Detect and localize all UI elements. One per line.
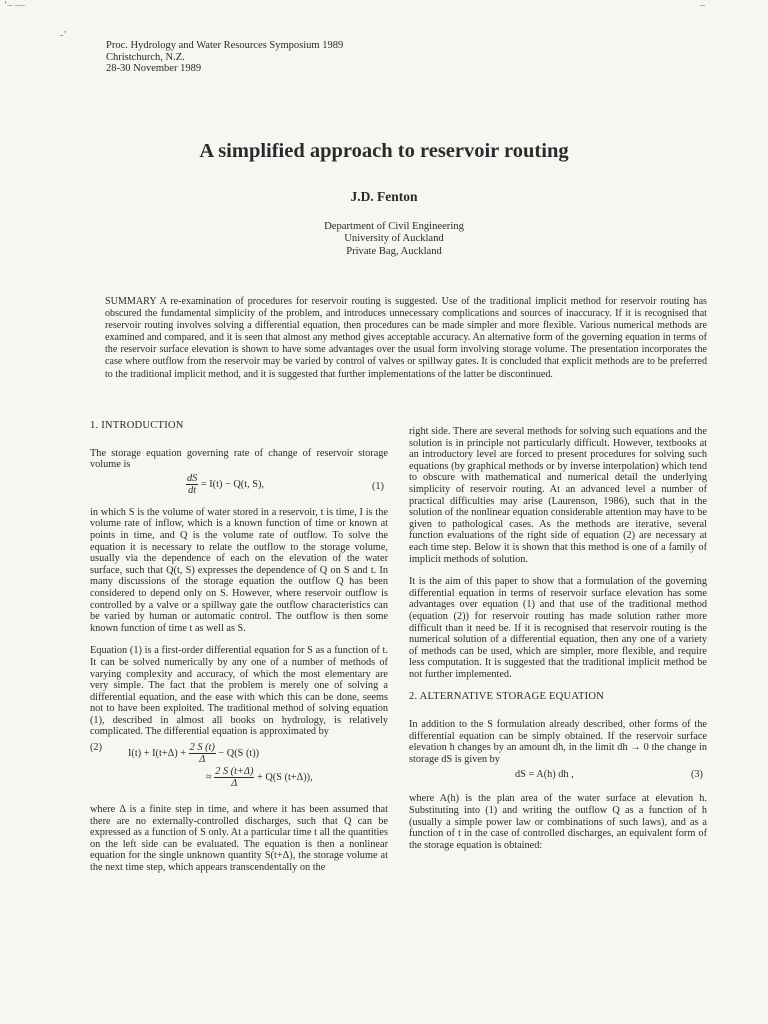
equation-2-line2-numerator: 2 S (t+Δ): [215, 766, 254, 778]
equation-2-label: (2): [90, 742, 103, 754]
affiliation-university: University of Auckland: [344, 233, 444, 245]
left-column: [90, 420, 388, 874]
proceedings-date: 28-30 November 1989: [106, 63, 202, 74]
section-heading-introduction: 1. INTRODUCTION: [90, 420, 184, 431]
equation-2-line2-right: + Q(S (t+Δ)),: [256, 771, 313, 783]
equation-2-line2-left: ≈: [206, 771, 212, 783]
equation-3-body: dS = A(h) dh ,: [515, 769, 574, 781]
equation-1-label: (1): [371, 480, 384, 492]
scan-mark-left: -’: [60, 30, 67, 41]
equation-1: [90, 471, 388, 505]
section2-paragraph-1: In addition to the S formulation already described, other forms of the differential equation can be simply obtained. If the reservoir surface elevation h changes by an amount dh, in the limit dh → 0 the change in storage dS is given by: [409, 719, 707, 765]
equation-2: [90, 742, 388, 796]
equation-2-line1-right: − Q(S (t)): [218, 747, 260, 759]
equation-2-line1-numerator: 2 S (t): [189, 742, 215, 754]
equation-2-line2-denominator: Δ: [231, 778, 238, 790]
equation-2-line1-fraction: [189, 742, 216, 765]
intro-paragraph-3: Equation (1) is a first-order differential equation for S as a function of t. It can be solved numerically by any one of a number of methods of varying complexity and accuracy, of which the most elementary are very simple. The fact that the problem is merely one of solving a differential equation, and the ease with which this can be done, seems not to have been exploited. The traditional method of solving equation (1), described in almost all books on hydrology, is relatively complicated. The differential equation is approximated by: [90, 645, 388, 738]
intro-paragraph-4: where Δ is a finite step in time, and where it has been assumed that there are no externally-controlled discharges, such that Q can be expressed as a function of S only. At a particular time t all the quantities on the left side can be evaluated. The equation is then a nonlinear equation for the single unknown quantity S(t+Δ), the storage volume at the next time step, which appears transcendentally on the: [90, 804, 388, 874]
author-affiliation: [0, 221, 768, 258]
proceedings-location: Christchurch, N.Z.: [106, 51, 185, 63]
equation-1-fraction: [186, 473, 198, 496]
proceedings-name: Proc. Hydrology and Water Resources Symposium 1989: [106, 40, 344, 51]
proceedings-header: [106, 40, 343, 75]
equation-1-rhs: = I(t) − Q(t, S),: [200, 478, 264, 490]
intro-paragraph-6: It is the aim of this paper to show that a formulation of the governing differential equation in terms of reservoir surface elevation has some advantages over equation (1) and that use of the traditional method (equation (2)) for reservoir routing has made solution rather more difficult than it need be. If it is recognised that reservoir routing is the numerical solution of a differential equation, then any one of a variety of methods can be used, which are simpler, more flexible, and require less computation. It is suggested that the traditional implicit method be not further implemented.: [409, 576, 707, 680]
paper-title: A simplified approach to reservoir routing: [199, 140, 569, 162]
scan-mark-top-right: –: [700, 0, 705, 11]
summary-paragraph: SUMMARY A re-examination of procedures for reservoir routing is suggested. Use of the traditional implicit method for reservoir routing has obscured the fundamental simplicity of the problem, and introduces unnecessary complications and sources of inaccuracy. If it is recognised that reservoir routing involves solving a differential equation, then procedures can be made simpler and more flexible. Various numerical methods are examined and compared, and it is seen that almost any method gives acceptable accuracy. An alternative form of the governing equation in terms of the reservoir surface elevation is shown to have some advantages over the usual form involving storage volume. The presentation incorporates the case where outflow from the reservoir may be varied by control of valves or spillway gates. It is concluded that explicit methods are to be preferred to the traditional implicit method, and it is suggested that further implementations of the latter be discontinued.: [105, 296, 707, 380]
equation-1-denominator: dt: [188, 484, 197, 496]
right-column: [409, 426, 707, 851]
paper-author: J.D. Fenton: [350, 189, 418, 204]
intro-paragraph-5: right side. There are several methods for solving such equations and the solution is in principle not particularly difficult. However, textbooks at an introductory level are forced to present procedures for solving such equations (by graphical methods or by inverse interpolation) which tend to obscure with mathematical and numerical detail the underlying simplicity of reservoir routing. At an advanced level a number of practical difficulties may arise (Laurenson, 1986), such that in the solution of the nonlinear equation considerable attention may have to be given to pathological cases. As the methods are iterative, several function evaluations of the right side of equation (2) are necessary at each time step. Below it is shown that this method is one of a family of implicit methods of solution.: [409, 426, 707, 565]
affiliation-department: Department of Civil Engineering: [324, 221, 464, 232]
affiliation-address: Private Bag, Auckland: [346, 245, 442, 257]
equation-3: [409, 767, 707, 789]
equation-3-label: (3): [690, 769, 703, 781]
section-heading-alternative-storage: 2. ALTERNATIVE STORAGE EQUATION: [409, 691, 605, 703]
equation-2-line1-left: I(t) + I(t+Δ) +: [128, 747, 187, 759]
intro-paragraph-1: The storage equation governing rate of change of reservoir storage volume is: [90, 447, 388, 471]
equation-2-line1-denominator: Δ: [199, 754, 206, 766]
equation-2-line2-fraction: [214, 766, 254, 789]
intro-paragraph-2: in which S is the volume of water stored in a reservoir, t is time, I is the volume rate of inflow, which is a known function of time or known at points in time, and Q is the volume rate of outflow. To solve the equation it is necessary to relate the outflow to the storage volume, usually via the dependence of each on the elevation of the water surface, such that Q(t, S) expresses the dependence of Q on S and t. In many discussions of the storage equation the outflow Q has been considered to depend only on S. However, where reservoir outflow is controlled by a valve or a spillway gate the outflow characteristics can be varied by human or automatic control. The outflow is then some known function of time t as well as S.: [90, 506, 388, 634]
section2-paragraph-2: where A(h) is the plan area of the water surface at elevation h. Substituting into (1) and writing the outflow Q as a function of h (usually a simple power law or combinations of such laws), and as a function of t in the case of controlled discharges, an equivalent form of the storage equation is obtained:: [409, 793, 707, 851]
scan-mark-top-left: ‘– ––: [4, 0, 25, 11]
equation-1-numerator: dS: [187, 472, 198, 484]
